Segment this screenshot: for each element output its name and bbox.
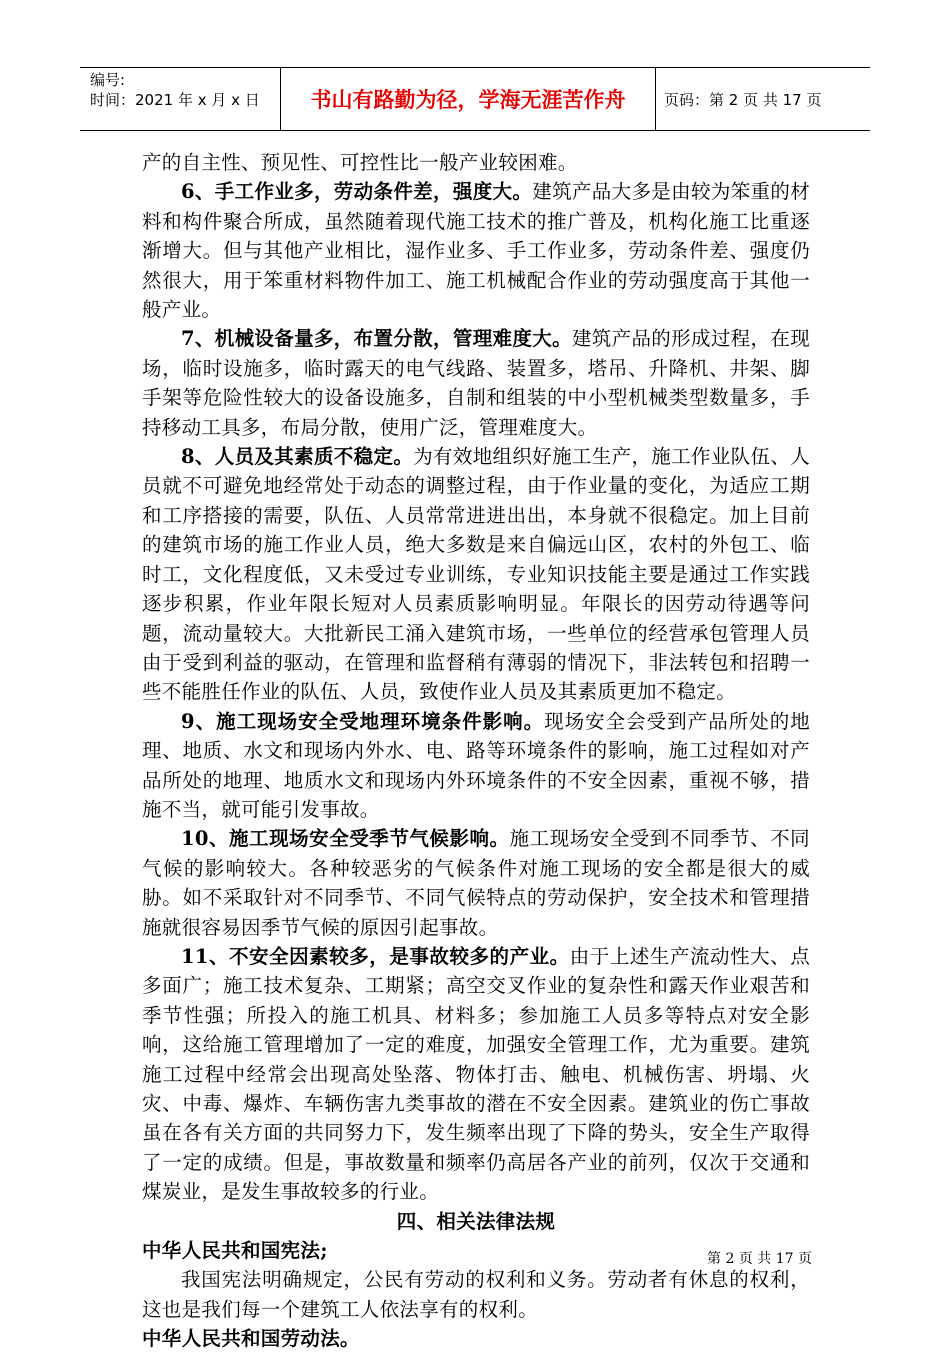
law-text-constitution: 我国宪法明确规定，公民有劳动的权利和义务。劳动者有休息的权利，这也是我们每一个建筑工人依法享有的权利。 xyxy=(142,1268,810,1321)
item-title: 9、施工现场安全受地理环境条件影响。 xyxy=(181,709,545,733)
paragraph-item-11 xyxy=(142,942,810,1207)
document-body xyxy=(142,148,810,1354)
item-title: 7、机械设备量多，布置分散，管理难度大。 xyxy=(181,327,572,351)
item-text: 建筑产品大多是由较为笨重的材料和构件聚合所成，虽然随着现代施工技术的推广普及，机构化施工比重逐渐增大。但与其他产业相比，湿作业多、手工作业多，劳动条件差、强度仍然很大，用于笨重材料物件加工、施工机械配合作业的劳动强度高于其他一般产业。 xyxy=(142,180,811,322)
item-title: 8、人员及其素质不稳定。 xyxy=(181,445,414,469)
item-text: 由于上述生产流动性大、点多面广；施工技术复杂、工期紧；高空交叉作业的复杂性和露天作业艰苦和季节性强；所投入的施工机具、材料多；参加施工人员多等特点对安全影响，这给施工管理增加了一定的难度，加强安全管理工作，尤为重要。建筑施工过程中经常会出现高处坠落、物体打击、触电、机械伤害、坍塌、火灾、中毒、爆炸、车辆伤害九类事故的潜在不安全因素。建筑业的伤亡事故虽在各有关方面的共同努力下，发生频率出现了下降的势头，安全生产取得了一定的成绩。但是，事故数量和频率仍高居各产业的前列，仅次于交通和煤炭业，是发生事故较多的行业。 xyxy=(142,944,810,1204)
item-text: 为有效地组织好施工生产，施工作业队伍、人员就不可避免地经常处于动态的调整过程，由于作业量的变化，为适应工期和工序搭接的需要，队伍、人员常常进进出出，本身就不很稳定。加上目前的建筑市场的施工作业人员，绝大多数是来自偏远山区，农村的外包工、临时工，文化程度低，又未受过专业训练，专业知识技能主要是通过工作实践逐步积累，作业年限长短对人员素质影响明显。年限长的因劳动待遇等问题，流动量较大。大批新民工涌入建筑市场，一些单位的经营承包管理人员由于受到利益的驱动，在管理和监督稍有薄弱的情况下，非法转包和招聘一些不能胜任作业的队伍、人员，致使作业人员及其素质更加不稳定。 xyxy=(142,445,810,704)
item-title: 10、施工现场安全受季节气候影响。 xyxy=(181,827,510,851)
paragraph-item-10 xyxy=(142,824,810,942)
paragraph-item-7 xyxy=(142,324,810,442)
law-title-labor-law: 中华人民共和国劳动法。 xyxy=(142,1327,360,1351)
item-text: 建筑产品的形成过程，在现场，临时设施多，临时露天的电气线路、装置多，塔吊、升降机、井架、脚手架等危险性较大的设备设施多，自制和组装的中小型机械类型数量多，手持移动工具多，布局分散，使用广泛，管理难度大。 xyxy=(142,327,810,439)
item-text: 施工现场安全受到不同季节、不同气候的影响较大。各种较恶劣的气候条件对施工现场的安全都是很大的威胁。如不采取针对不同季节、不同气候特点的劳动保护，安全技术和管理措施就很容易因季节气候的原因引起事故。 xyxy=(142,827,810,939)
item-title: 11、不安全因素较多，是事故较多的产业。 xyxy=(181,944,570,968)
number-label: 编号: xyxy=(90,71,126,89)
header-motto: 书山有路勤为径，学海无涯苦作舟 xyxy=(281,68,656,130)
section-heading: 四、相关法律法规 xyxy=(396,1209,556,1233)
page-footer: 第 2 页 共 17 页 xyxy=(707,1251,812,1267)
item-title: 6、手工作业多，劳动条件差，强度大。 xyxy=(181,180,533,204)
paragraph-continuation: 产的自主性、预见性、可控性比一般产业较困难。 xyxy=(142,151,578,174)
law-title-constitution: 中华人民共和国宪法; xyxy=(142,1239,328,1263)
page-header xyxy=(80,67,870,131)
header-page-info: 页码：第 2 页 共 17 页 xyxy=(664,90,822,109)
paragraph-item-9 xyxy=(142,707,810,825)
header-meta xyxy=(80,68,281,130)
time-label: 时间：2021 年 x 月 x 日 xyxy=(90,91,260,109)
paragraph-item-8 xyxy=(142,442,810,707)
item-text: 现场安全会受到产品所处的地理、地质、水文和现场内外水、电、路等环境条件的影响，施工过程如对产品所处的地理、地质水文和现场内外环境条件的不安全因素，重视不够，措施不当，就可能引发事故。 xyxy=(142,709,811,821)
paragraph-item-6 xyxy=(142,177,810,324)
